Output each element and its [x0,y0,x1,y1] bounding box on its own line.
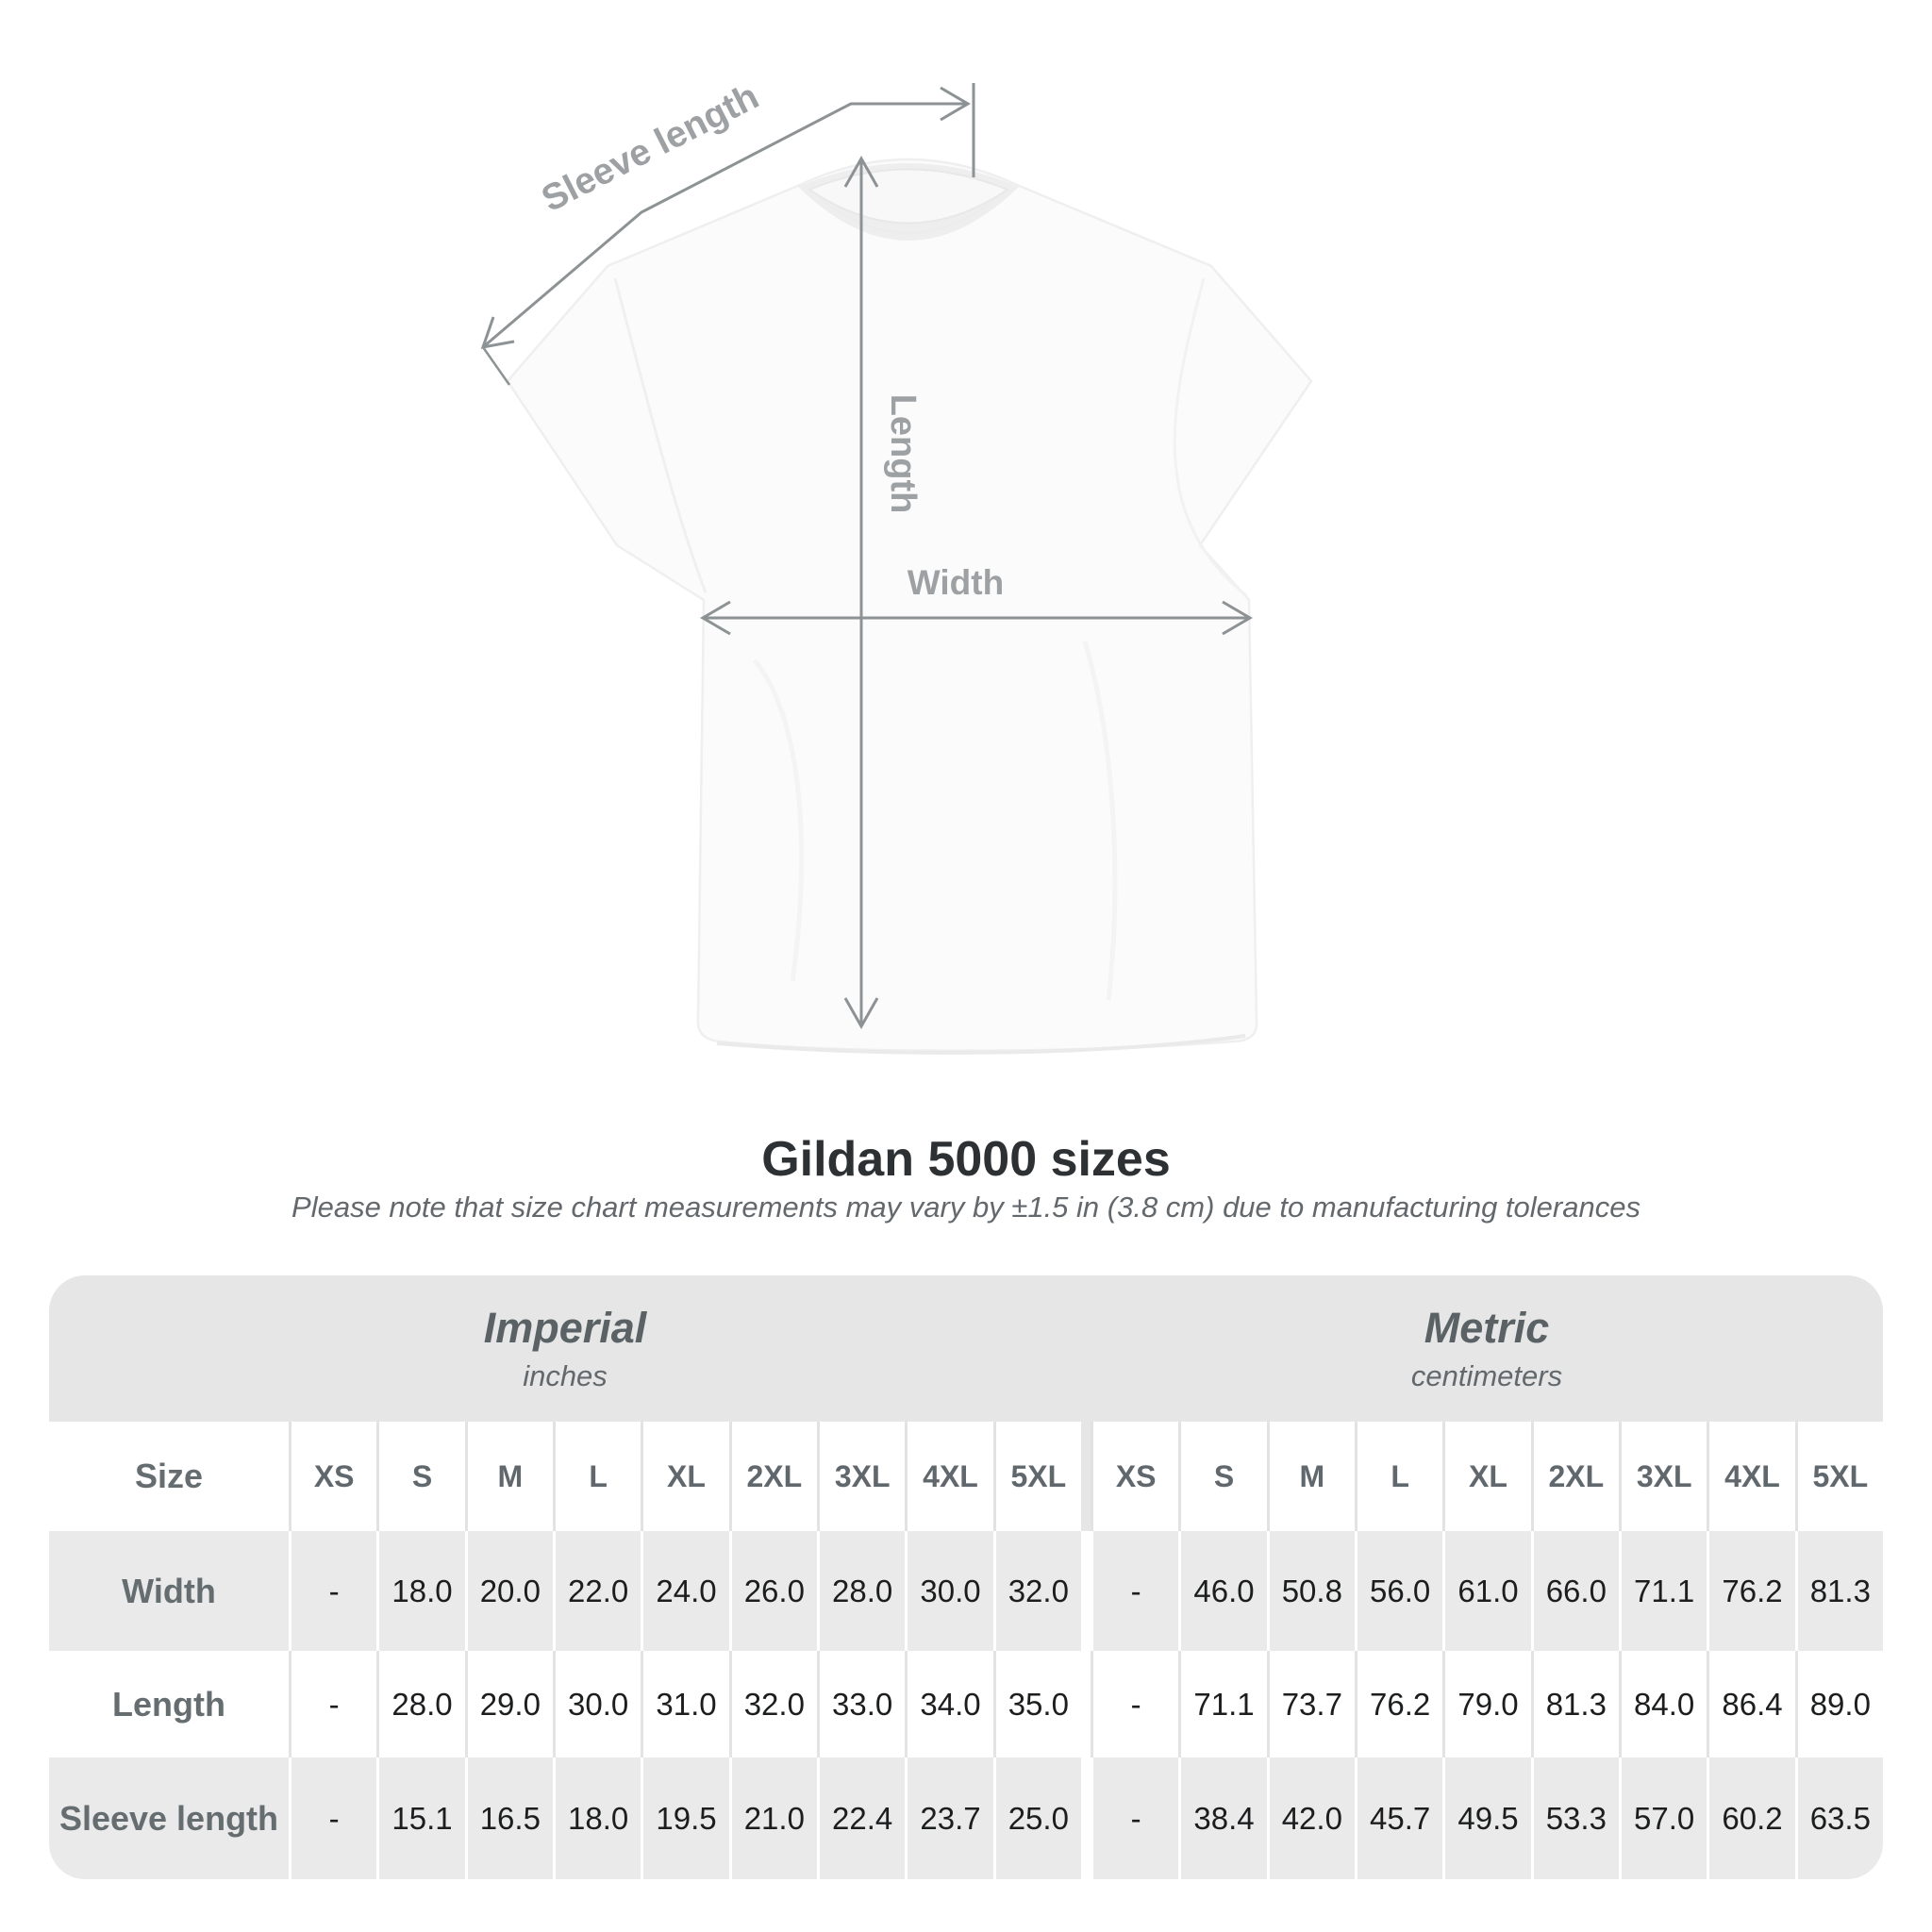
measurement-value: 28.0 [376,1651,464,1757]
measurement-value: 19.5 [641,1757,728,1879]
measurement-value: 60.2 [1707,1757,1794,1879]
row-label-sleeve-length: Sleeve length [49,1757,289,1879]
measurement-value: 25.0 [993,1757,1081,1879]
measurement-value: 32.0 [729,1651,817,1757]
page-title: Gildan 5000 sizes [761,1132,1171,1187]
size-column-header: M [1267,1422,1355,1531]
measurement-value: 76.2 [1707,1531,1794,1651]
size-column-header: 3XL [1619,1422,1707,1531]
measurement-value: 45.7 [1355,1757,1442,1879]
metric-title: Metric [1424,1304,1550,1352]
size-header-label: Size [49,1422,289,1531]
measurement-value: 56.0 [1355,1531,1442,1651]
table-row-sleeve-length [49,1757,1883,1879]
measurement-value: 22.4 [817,1757,905,1879]
measurement-value: 15.1 [376,1757,464,1879]
size-header-row [49,1422,1883,1531]
measurement-value: 18.0 [553,1757,641,1879]
measurement-value: 46.0 [1178,1531,1266,1651]
table-row-width [49,1531,1883,1651]
measurement-value: 63.5 [1795,1757,1883,1879]
measurement-value: 79.0 [1442,1651,1530,1757]
measurement-value: 32.0 [993,1531,1081,1651]
measurement-value: 29.0 [465,1651,553,1757]
size-column-header: S [1178,1422,1266,1531]
size-column-header: M [465,1422,553,1531]
size-table [49,1275,1883,1879]
tshirt-illustration [508,159,1311,1053]
size-column-header: 5XL [993,1422,1081,1531]
size-column-header: 4XL [905,1422,992,1531]
length-label: Length [883,393,923,514]
tolerance-note: Please note that size chart measurements may vary by ±1.5 in (3.8 cm) due to manufacturing tolerances [291,1191,1641,1224]
size-column-header: 2XL [729,1422,817,1531]
measurement-value: 16.5 [465,1757,553,1879]
size-column-header: 2XL [1531,1422,1619,1531]
measurement-value: - [289,1531,376,1651]
measurement-value: 81.3 [1531,1651,1619,1757]
measurement-value: 57.0 [1619,1757,1707,1879]
unit-divider [1081,1422,1091,1531]
measurement-value: - [1091,1757,1178,1879]
size-column-header: XS [289,1422,376,1531]
size-column-header: 3XL [817,1422,905,1531]
measurement-value: 53.3 [1531,1757,1619,1879]
row-label-length: Length [49,1651,289,1757]
measurement-value: 73.7 [1267,1651,1355,1757]
size-column-header: XS [1091,1422,1178,1531]
measurement-value: 66.0 [1531,1531,1619,1651]
unit-divider [1081,1651,1091,1757]
width-label: Width [907,563,1005,602]
measurement-value: - [1091,1651,1178,1757]
measurement-value: 24.0 [641,1531,728,1651]
imperial-unit: inches [523,1359,608,1392]
measurement-value: 31.0 [641,1651,728,1757]
measurement-value: 18.0 [376,1531,464,1651]
measurement-value: 49.5 [1442,1757,1530,1879]
measurement-value: 33.0 [817,1651,905,1757]
measurement-value: - [289,1651,376,1757]
measurement-value: 28.0 [817,1531,905,1651]
measurement-value: 38.4 [1178,1757,1266,1879]
measurement-value: 84.0 [1619,1651,1707,1757]
measurement-value: 50.8 [1267,1531,1355,1651]
unit-band [49,1275,1883,1422]
measurement-value: 42.0 [1267,1757,1355,1879]
size-column-header: 5XL [1795,1422,1883,1531]
imperial-band [49,1275,1081,1422]
measurement-value: 76.2 [1355,1651,1442,1757]
measurement-value: 23.7 [905,1757,992,1879]
measurement-value: - [289,1757,376,1879]
measurement-value: 71.1 [1178,1651,1266,1757]
measurement-value: 26.0 [729,1531,817,1651]
measurement-value: - [1091,1531,1178,1651]
measurement-value: 34.0 [905,1651,992,1757]
row-label-width: Width [49,1531,289,1651]
size-column-header: XL [641,1422,728,1531]
measurement-value: 61.0 [1442,1531,1530,1651]
measurement-value: 89.0 [1795,1651,1883,1757]
size-column-header: S [376,1422,464,1531]
size-column-header: L [553,1422,641,1531]
measurement-value: 71.1 [1619,1531,1707,1651]
size-column-header: L [1355,1422,1442,1531]
table-row-length [49,1651,1883,1757]
measurement-value: 30.0 [905,1531,992,1651]
measurement-value: 22.0 [553,1531,641,1651]
measurement-value: 86.4 [1707,1651,1794,1757]
metric-unit: centimeters [1410,1359,1563,1392]
measurement-value: 35.0 [993,1651,1081,1757]
unit-divider [1081,1531,1091,1651]
measurement-value: 21.0 [729,1757,817,1879]
sleeve-length-label: Sleeve length [535,75,766,221]
metric-band [1091,1275,1883,1422]
measurement-value: 81.3 [1795,1531,1883,1651]
size-column-header: XL [1442,1422,1530,1531]
unit-divider [1081,1757,1091,1879]
imperial-title: Imperial [483,1304,647,1352]
measurement-value: 30.0 [553,1651,641,1757]
size-column-header: 4XL [1707,1422,1794,1531]
measurement-value: 20.0 [465,1531,553,1651]
